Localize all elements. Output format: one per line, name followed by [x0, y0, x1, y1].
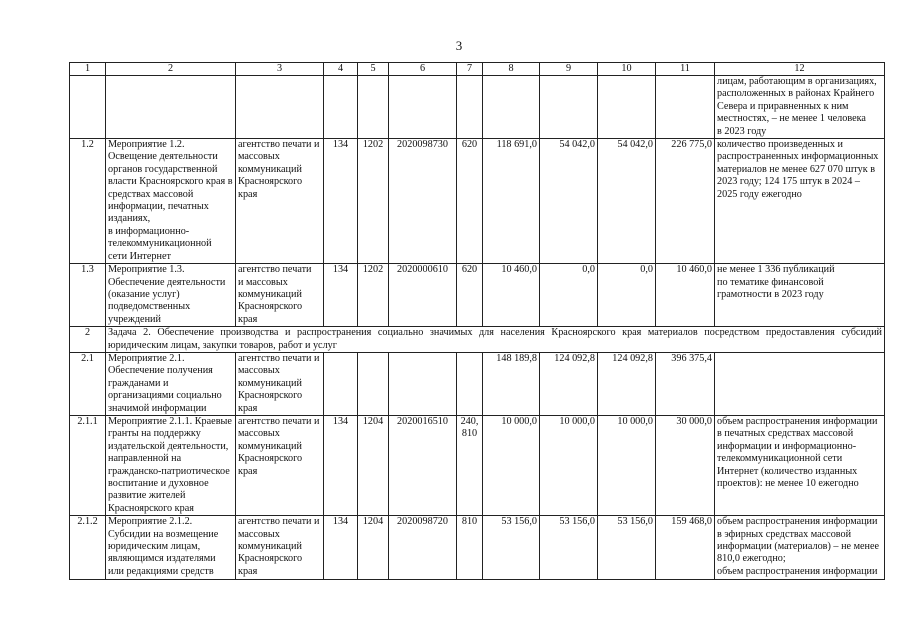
cell-col11	[656, 76, 715, 139]
table-row	[70, 76, 885, 139]
responsible-org	[236, 76, 324, 139]
cell-col5: 1204	[358, 415, 389, 515]
cell-col4	[324, 76, 358, 139]
cell-col4: 134	[324, 139, 358, 264]
header-cell: 9	[540, 63, 598, 76]
measure-name	[106, 76, 236, 139]
measure-name: Мероприятие 2.1.1. Краевые гранты на поддержку издательской деятельности, направленной на гражданско-патриотическое воспитание и духовное развитие жителей Красноярского края	[106, 415, 236, 515]
task-text: Задача 2. Обеспечение производства и распространения социально значимых для населения Красноярского края материалов посредством предоставления субсидий юридическим лицам, закупки товаров, работ и услуг	[106, 327, 885, 353]
cell-col4: 134	[324, 264, 358, 327]
header-cell: 2	[106, 63, 236, 76]
cell-col9: 124 092,8	[540, 352, 598, 415]
cell-col4: 134	[324, 415, 358, 515]
cell-col10	[598, 76, 656, 139]
table-row	[70, 352, 885, 415]
cell-col6: 2020016510	[389, 415, 457, 515]
header-cell: 6	[389, 63, 457, 76]
header-cell: 3	[236, 63, 324, 76]
cell-col6: 2020098720	[389, 516, 457, 580]
expected-result: объем распространения информации в печатных средствах массовой информации и информационно- телекоммуникационной сети Интернет (количество изданных проектов): не менее 10 ежегодно	[715, 415, 885, 515]
cell-col6: 2020000610	[389, 264, 457, 327]
responsible-org: агентство печати и массовых коммуникаций Красноярского края	[236, 264, 324, 327]
header-cell: 4	[324, 63, 358, 76]
cell-col8: 53 156,0	[483, 516, 540, 580]
header-cell: 11	[656, 63, 715, 76]
header-cell: 7	[457, 63, 483, 76]
cell-col9: 0,0	[540, 264, 598, 327]
task-number: 2	[70, 327, 106, 353]
responsible-org: агентство печати и массовых коммуникаций Красноярского края	[236, 352, 324, 415]
header-cell: 5	[358, 63, 389, 76]
expected-result: лицам, работающим в организациях, расположенных в районах Крайнего Севера и приравненных к ним местностях, – не менее 1 человека в 2023 году	[715, 76, 885, 139]
task-row	[70, 327, 885, 353]
table-row	[70, 516, 885, 580]
cell-col6: 2020098730	[389, 139, 457, 264]
cell-col8	[483, 76, 540, 139]
cell-col7: 810	[457, 516, 483, 580]
measure-name: Мероприятие 2.1. Обеспечение получения гражданами и организациями социально значимой информации	[106, 352, 236, 415]
cell-col8: 10 460,0	[483, 264, 540, 327]
cell-col8: 118 691,0	[483, 139, 540, 264]
cell-col7	[457, 76, 483, 139]
cell-col8: 10 000,0	[483, 415, 540, 515]
header-cell: 12	[715, 63, 885, 76]
row-number: 2.1	[70, 352, 106, 415]
cell-col5	[358, 352, 389, 415]
header-cell: 10	[598, 63, 656, 76]
cell-col10: 10 000,0	[598, 415, 656, 515]
cell-col10: 0,0	[598, 264, 656, 327]
cell-col10: 53 156,0	[598, 516, 656, 580]
cell-col11: 30 000,0	[656, 415, 715, 515]
table-row	[70, 415, 885, 515]
cell-col10: 54 042,0	[598, 139, 656, 264]
cell-col10: 124 092,8	[598, 352, 656, 415]
cell-col7: 240, 810	[457, 415, 483, 515]
cell-col5: 1202	[358, 139, 389, 264]
measure-name: Мероприятие 2.1.2. Субсидии на возмещение юридическим лицам, являющимся издателями или редакциями средств	[106, 516, 236, 580]
measure-name: Мероприятие 1.3. Обеспечение деятельности (оказание услуг) подведомственных учреждений	[106, 264, 236, 327]
cell-col4: 134	[324, 516, 358, 580]
responsible-org: агентство печати и массовых коммуникаций Красноярского края	[236, 516, 324, 580]
cell-col5: 1204	[358, 516, 389, 580]
row-number: 2.1.2	[70, 516, 106, 580]
page-number: 3	[455, 38, 463, 53]
cell-col11: 10 460,0	[656, 264, 715, 327]
header-cell: 8	[483, 63, 540, 76]
cell-col9: 10 000,0	[540, 415, 598, 515]
cell-col7: 620	[457, 139, 483, 264]
expected-result: количество произведенных и распространенных информационных материалов не менее 627 070 штук в 2023 году; 124 175 штук в 2024 – 2025 году ежегодно	[715, 139, 885, 264]
cell-col6	[389, 352, 457, 415]
cell-col9	[540, 76, 598, 139]
cell-col5: 1202	[358, 264, 389, 327]
table-row	[70, 139, 885, 264]
cell-col11: 396 375,4	[656, 352, 715, 415]
responsible-org: агентство печати и массовых коммуникаций Красноярского края	[236, 415, 324, 515]
measure-name: Мероприятие 1.2. Освещение деятельности органов государственной власти Красноярского края в средствах массовой информации, печатных изданиях, в информационно- телекоммуникационной сети Интернет	[106, 139, 236, 264]
expected-result: не менее 1 336 публикаций по тематике финансовой грамотности в 2023 году	[715, 264, 885, 327]
responsible-org: агентство печати и массовых коммуникаций Красноярского края	[236, 139, 324, 264]
cell-col8: 148 189,8	[483, 352, 540, 415]
cell-col11: 159 468,0	[656, 516, 715, 580]
cell-col9: 54 042,0	[540, 139, 598, 264]
cell-col7	[457, 352, 483, 415]
cell-col7: 620	[457, 264, 483, 327]
program-table	[69, 62, 885, 580]
header-cell: 1	[70, 63, 106, 76]
row-number: 1.3	[70, 264, 106, 327]
header-row	[70, 63, 885, 76]
cell-col5	[358, 76, 389, 139]
cell-col4	[324, 352, 358, 415]
table-row	[70, 264, 885, 327]
row-number: 1.2	[70, 139, 106, 264]
cell-col9: 53 156,0	[540, 516, 598, 580]
expected-result: объем распространения информации в эфирных средствах массовой информации (материалов) – не менее 810,0 ежегодно; объем распространения информации	[715, 516, 885, 580]
cell-col6	[389, 76, 457, 139]
row-number: 2.1.1	[70, 415, 106, 515]
expected-result	[715, 352, 885, 415]
row-number	[70, 76, 106, 139]
cell-col11: 226 775,0	[656, 139, 715, 264]
